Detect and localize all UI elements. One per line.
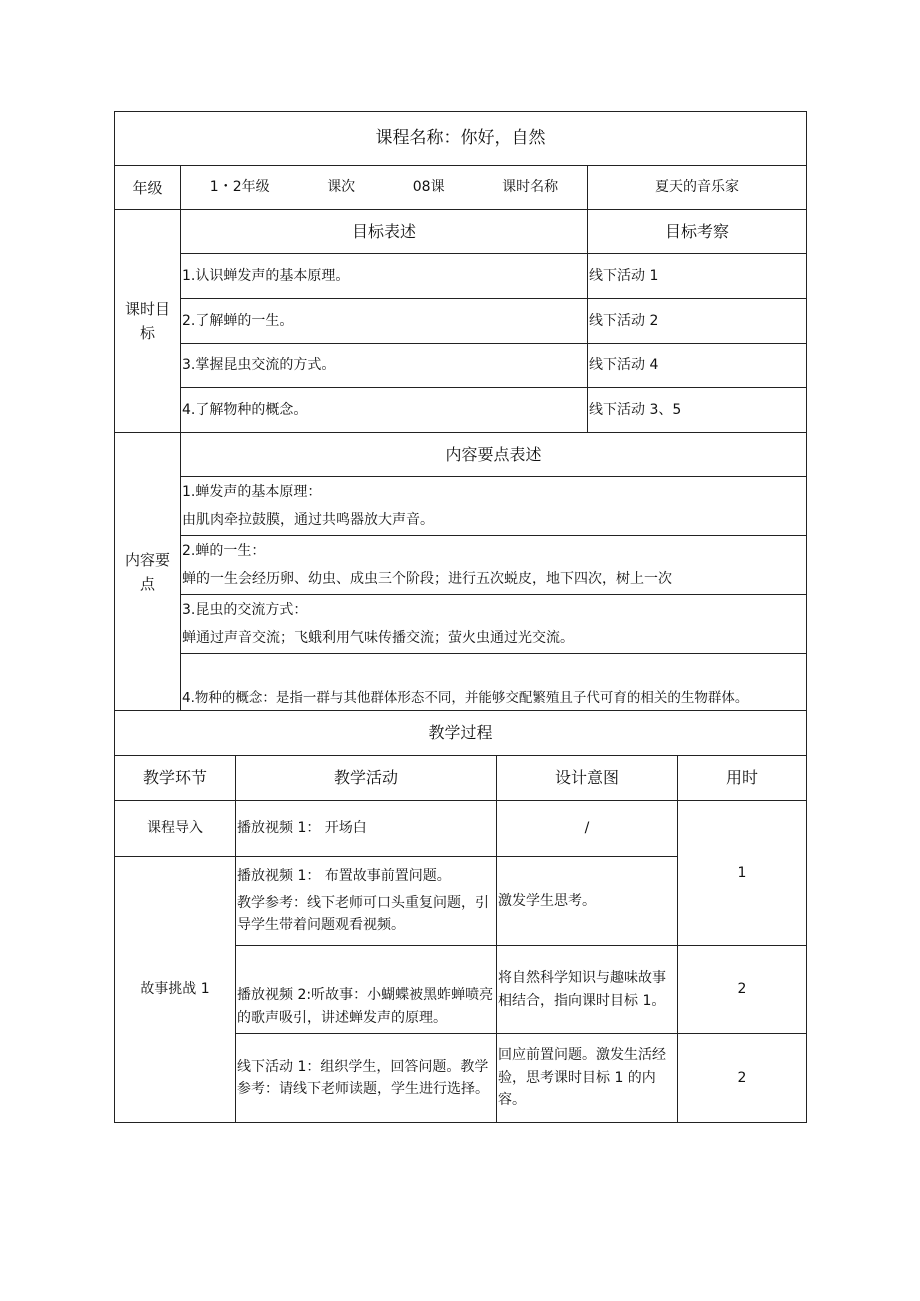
lesson-plan-table [114, 111, 807, 1123]
objective-desc: 1.认识蝉发声的基本原理。 [181, 254, 588, 299]
process-activity [236, 1034, 497, 1123]
content-point-title: 1.蝉发声的基本原理： [182, 483, 322, 500]
content-point [181, 477, 807, 536]
objectives-row-label: 课时目标 [115, 210, 181, 433]
course-title: 课程名称：你好，自然 [115, 112, 807, 166]
process-activity-line: 播放视频 1： 布置故事前置问题。 [237, 868, 451, 885]
process-time: 1 [678, 801, 807, 946]
content-header: 内容要点表述 [181, 433, 807, 477]
process-activity-line: 教学参考：线下老师可口头重复问题，引导学生带着问题观看视频。 [237, 894, 489, 934]
objectives-desc-header: 目标表述 [181, 210, 588, 254]
process-activity-line: 线下活动 1：组织学生，回答问题。教学参考：请线下老师读题，学生进行选择。 [237, 1058, 489, 1097]
story-stage: 故事挑战 1 [115, 857, 236, 1123]
content-point-title: 2.蝉的一生： [182, 542, 266, 559]
objective-desc: 4.了解物种的概念。 [181, 388, 588, 433]
content-point-title: 3.昆虫的交流方式： [182, 601, 308, 618]
process-intent: 将自然科学知识与趣味故事相结合，指向课时目标 1。 [497, 946, 678, 1034]
objective-check: 线下活动 4 [588, 344, 807, 388]
content-row-label: 内容要点 [115, 433, 181, 711]
content-point-body: 由肌肉牵拉鼓膜，通过共鸣器放大声音。 [182, 512, 434, 528]
process-title: 教学过程 [115, 711, 807, 756]
lesson-name-value: 夏天的音乐家 [588, 166, 807, 210]
objective-check: 线下活动 2 [588, 299, 807, 344]
process-time: 2 [678, 946, 807, 1034]
lesson-plan-sheet [114, 111, 806, 1123]
lesson-label: 课次 [327, 179, 356, 196]
objective-desc: 3.掌握昆虫交流的方式。 [181, 344, 588, 388]
process-intent: 回应前置问题。激发生活经验，思考课时目标 1 的内容。 [497, 1034, 678, 1123]
process-header-intent: 设计意图 [497, 756, 678, 801]
content-point [181, 595, 807, 654]
objective-check: 线下活动 3、5 [588, 388, 807, 433]
process-activity [236, 946, 497, 1034]
content-point-body: 蝉的一生会经历卵、幼虫、成虫三个阶段；进行五次蜕皮，地下四次，树上一次 [182, 571, 672, 587]
process-header-time: 用时 [678, 756, 807, 801]
process-header-stage: 教学环节 [115, 756, 236, 801]
content-point-body: 4.物种的概念：是指一群与其他群体形态不同，并能够交配繁殖且子代可育的相关的生物群体。 [182, 690, 749, 707]
intro-intent: / [497, 801, 678, 857]
process-activity-line: 播放视频 2:听故事：小蝴蝶被黑蚱蝉喷亮的歌声吸引，讲述蝉发声的原理。 [237, 987, 494, 1026]
intro-activity: 播放视频 1： 开场白 [236, 801, 497, 857]
lesson-name-label: 课时名称 [502, 179, 559, 196]
process-time: 2 [678, 1034, 807, 1123]
grade-lesson-cell [181, 166, 588, 210]
intro-stage: 课程导入 [115, 801, 236, 857]
content-point-body: 蝉通过声音交流；飞蛾利用气味传播交流；萤火虫通过光交流。 [182, 630, 574, 646]
grade-value: 1・2年级 [209, 179, 270, 196]
process-intent: 激发学生思考。 [497, 857, 678, 946]
process-header-activity: 教学活动 [236, 756, 497, 801]
objective-desc: 2.了解蝉的一生。 [181, 299, 588, 344]
process-activity [236, 857, 497, 946]
content-point [181, 654, 807, 711]
objectives-check-header: 目标考察 [588, 210, 807, 254]
grade-label: 年级 [115, 166, 181, 210]
lesson-value: 08课 [412, 179, 445, 196]
objective-check: 线下活动 1 [588, 254, 807, 299]
content-point [181, 536, 807, 595]
